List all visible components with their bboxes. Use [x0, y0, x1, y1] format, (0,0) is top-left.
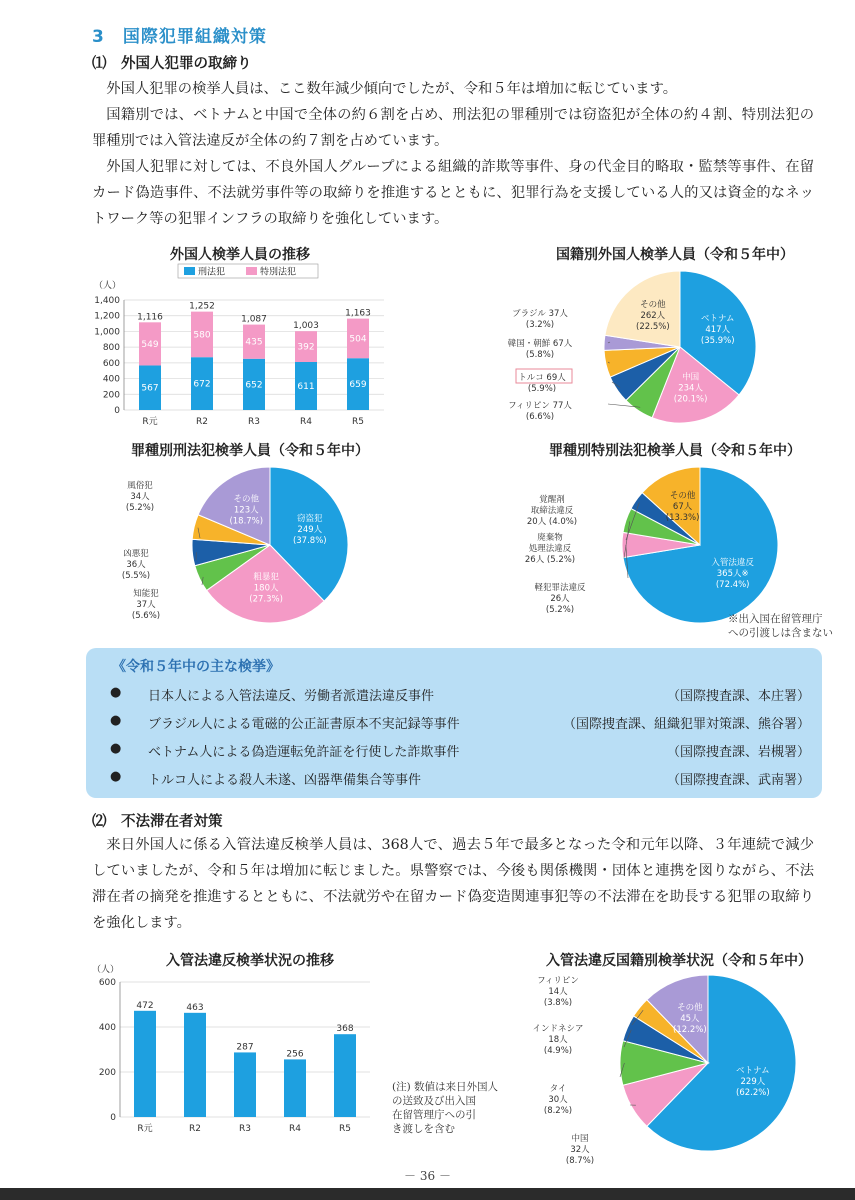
total-label: 1,163	[345, 308, 371, 319]
y-unit-label: （人）	[92, 965, 120, 975]
slice-label: (20.1%)	[673, 394, 708, 405]
slice-label: その他	[669, 490, 696, 501]
slice-label: 417人	[705, 325, 731, 336]
y-tick-label: 600	[98, 978, 116, 988]
case-text: トルコ人による殺人未遂、凶器準備集合等事件	[148, 773, 422, 788]
y-tick-label: 0	[110, 1113, 116, 1123]
data-label: 611	[297, 381, 315, 392]
bar	[234, 1052, 256, 1117]
slice-label: フィリピン	[537, 976, 579, 986]
slice-label: 18人	[548, 1035, 568, 1045]
slice-label: 取締法違反	[530, 506, 574, 516]
paragraph-block-1	[92, 76, 814, 232]
chart-title: 罪種別特別法犯検挙人員（令和５年中）	[549, 443, 801, 459]
slice-label: 粗暴犯	[253, 572, 279, 583]
total-label: 1,116	[137, 312, 163, 323]
slice-label: (35.9%)	[700, 336, 735, 347]
x-tick-label: R2	[196, 417, 208, 427]
bar	[184, 1013, 206, 1117]
case-text: 日本人による入管法違反、労働者派遣法違反事件	[148, 689, 435, 704]
data-label: 463	[186, 1002, 204, 1013]
slice-label: (18.7%)	[229, 516, 264, 527]
slice-label: (72.4%)	[715, 579, 750, 590]
stacked-bar-chart	[84, 262, 394, 442]
pie-chart-immigration-nationality	[520, 965, 830, 1170]
y-unit-label: （人）	[94, 281, 122, 291]
slice-label: 軽犯罪法違反	[534, 583, 586, 593]
x-tick-label: R2	[189, 1124, 201, 1134]
slice-label: 風俗犯	[127, 481, 153, 491]
slice-label: 234人	[678, 383, 703, 394]
slice-label: 26人 (5.2%)	[524, 555, 576, 565]
case-text: ベトナム人による偽造運転免許証を行使した詐欺事件	[148, 745, 460, 760]
slice-label: その他	[677, 1003, 703, 1014]
slice-label: ベトナム	[736, 1066, 770, 1077]
slice-label: (37.8%)	[292, 535, 327, 546]
chart-title: 入管法違反検挙状況の推移	[166, 953, 334, 969]
chart-title: 国籍別外国人検挙人員（令和５年中）	[556, 247, 794, 263]
slice-label: (27.3%)	[249, 594, 283, 605]
x-tick-label: R5	[339, 1124, 351, 1134]
paragraph: 国籍別では、ベトナムと中国で全体の約６割を占め、刑法犯の罪種別では窃盗犯が全体の約４割、特別法犯の罪種別では入管法違反が全体の約７割を占めています。	[92, 107, 814, 149]
slice-label: タイ	[549, 1084, 567, 1094]
x-tick-label: R3	[239, 1124, 251, 1134]
slice-label: (22.5%)	[636, 322, 670, 333]
data-label: 504	[349, 334, 367, 345]
slice-label: 229人	[740, 1077, 766, 1088]
slice-label: 中国	[682, 372, 700, 383]
total-label: 1,087	[241, 314, 267, 325]
slice-label: (5.9%)	[527, 384, 557, 394]
total-label: 1,252	[189, 301, 215, 312]
slice-label: 36人	[126, 560, 146, 570]
pie-chart-penal-code	[110, 460, 390, 630]
slice-label: 180人	[253, 583, 279, 594]
case-item	[110, 685, 810, 707]
chart-title: 入管法違反国籍別検挙状況（令和５年中）	[546, 953, 812, 969]
slice-label: 365人※	[716, 568, 749, 579]
slice-label: 32人	[570, 1145, 590, 1155]
slice-label: 14人	[548, 987, 568, 997]
legend-label: 特別法犯	[260, 267, 297, 278]
y-tick-label: 1,400	[94, 296, 120, 306]
slice-label: (5.5%)	[121, 571, 151, 581]
y-tick-label: 200	[98, 1068, 116, 1078]
slice-label: 34人	[130, 492, 150, 502]
pie-chart-special-law	[500, 460, 800, 630]
bullet-icon: ●	[110, 741, 122, 756]
slice-label: (6.6%)	[525, 412, 555, 422]
y-tick-label: 1,200	[94, 311, 120, 322]
slice-label: (5.6%)	[131, 611, 161, 621]
subsection-title-2: ⑵ 不法滞在者対策	[92, 814, 223, 830]
y-tick-label: 800	[102, 343, 120, 354]
slice-label: (3.2%)	[525, 320, 555, 330]
slice-label: (5.8%)	[525, 350, 555, 360]
slice-label: (3.8%)	[543, 998, 573, 1008]
slice-label: 20人 (4.0%)	[526, 517, 578, 527]
section-title: 3 国際犯罪組織対策	[92, 27, 267, 47]
case-agency: （国際捜査課、組織犯罪対策課、熊谷署）	[562, 717, 810, 732]
x-tick-label: R元	[137, 1124, 153, 1134]
slice-label: (8.7%)	[565, 1156, 595, 1166]
slice-label: フィリピン 77人	[508, 401, 572, 411]
y-tick-label: 0	[114, 406, 120, 416]
slice-label: 26人	[550, 594, 570, 604]
x-tick-label: R4	[289, 1124, 301, 1134]
data-label: 659	[349, 380, 367, 391]
paragraph: 来日外国人に係る入管法違反検挙人員は、368人で、過去５年で最多となった令和元年以降、３年連続で減少していましたが、令和５年は増加に転じました。県警察では、今後も関係機関・団体と連携を図りながら、不法滞在者の摘発を推進するとともに、不法就労や在留カード偽変造関連事犯等の不法滞在を助長する犯罪の取締りを強化します。	[92, 837, 814, 931]
case-item	[110, 769, 810, 791]
slice-label: その他	[640, 300, 666, 311]
bottom-bar	[0, 1188, 855, 1200]
bar-chart-immigration	[84, 960, 384, 1146]
case-agency: （国際捜査課、武南署）	[666, 773, 810, 788]
slice-label: トルコ 69人	[518, 373, 566, 383]
data-label: 580	[193, 330, 211, 341]
slice-label: 入管法違反	[711, 557, 754, 568]
data-label: 567	[141, 383, 159, 394]
data-label: 256	[286, 1049, 304, 1060]
slice-label: (8.2%)	[543, 1106, 573, 1116]
chart-note: (注) 数値は来日外国人 の送致及び出入国 在留管理庁への引 き渡しを含む	[392, 1081, 499, 1135]
bar	[334, 1034, 356, 1117]
x-tick-label: R4	[300, 417, 312, 427]
slice-label: インドネシア	[532, 1024, 584, 1034]
data-label: 672	[193, 379, 211, 390]
major-arrests-title: 《令和５年中の主な検挙》	[112, 659, 280, 675]
total-label: 1,003	[293, 321, 319, 332]
legend-swatch	[184, 267, 195, 275]
x-tick-label: R元	[142, 417, 158, 427]
case-agency: （国際捜査課、本庄署）	[666, 689, 810, 704]
bar	[134, 1011, 156, 1117]
y-tick-label: 400	[98, 1023, 116, 1033]
slice-label: ブラジル 37人	[512, 309, 568, 319]
case-item	[110, 713, 810, 735]
data-label: 472	[136, 1000, 154, 1011]
x-tick-label: R3	[248, 417, 260, 427]
page-number: － 36 －	[404, 1169, 451, 1183]
bullet-icon: ●	[110, 769, 122, 784]
slice-label: 249人	[297, 524, 323, 535]
pie-chart-nationality	[500, 262, 830, 432]
slice-label: 中国	[571, 1134, 589, 1144]
paragraph: 外国人犯罪の検挙人員は、ここ数年減少傾向でしたが、令和５年は増加に転じています。	[106, 81, 678, 97]
slice-label: (4.9%)	[543, 1046, 573, 1056]
slice-label: 30人	[548, 1095, 568, 1105]
legend-swatch	[246, 267, 257, 275]
data-label: 392	[297, 342, 315, 353]
y-tick-label: 1,000	[94, 327, 120, 338]
paragraph-block-2	[92, 832, 814, 936]
bullet-icon: ●	[110, 685, 122, 700]
data-label: 549	[141, 339, 159, 350]
chart-title: 罪種別刑法犯検挙人員（令和５年中）	[131, 443, 369, 459]
slice-label: 45人	[680, 1014, 700, 1025]
legend-label: 刑法犯	[198, 267, 226, 278]
slice-label: (13.3%)	[665, 512, 700, 523]
bar	[284, 1059, 306, 1117]
slice-label: 凶悪犯	[123, 549, 149, 559]
slice-label: 廃棄物	[537, 533, 563, 543]
subsection-title-1: ⑴ 外国人犯罪の取締り	[92, 56, 252, 72]
data-label: 287	[236, 1042, 254, 1053]
paragraph: 外国人犯罪に対しては、不良外国人グループによる組織的詐欺等事件、身の代金目的略取・監禁等事件、在留カード偽造事件、不法就労事件等の取締りを推進するとともに、犯罪行為を支援している人的又は資金的なネットワーク等の犯罪インフラの取締りを強化しています。	[92, 159, 814, 227]
slice-label: (5.2%)	[545, 605, 575, 615]
slice-label: (5.2%)	[125, 503, 155, 513]
slice-label: (12.2%)	[673, 1025, 707, 1036]
case-item	[110, 741, 810, 763]
slice-label: 窃盗犯	[297, 513, 323, 524]
y-tick-label: 600	[102, 358, 120, 369]
chart-note: ※出入国在留管理庁 への引渡しは含まない	[728, 613, 833, 639]
slice-label: 覚醒剤	[539, 495, 565, 505]
x-tick-label: R5	[352, 417, 364, 427]
slice-label: 123人	[233, 505, 259, 516]
slice-label: 67人	[672, 501, 693, 512]
slice-label: ベトナム	[700, 314, 735, 325]
data-label: 435	[245, 337, 263, 348]
bullet-icon: ●	[110, 713, 122, 728]
slice-label: 韓国・朝鮮 67人	[507, 339, 573, 349]
slice-label: 処理法違反	[528, 544, 572, 554]
slice-label: その他	[233, 494, 260, 505]
slice-label: 37人	[136, 600, 156, 610]
y-tick-label: 400	[102, 374, 120, 385]
slice-label: 262人	[640, 311, 666, 322]
chart-title: 外国人検挙人員の推移	[170, 247, 310, 263]
slice-label: 知能犯	[133, 589, 159, 599]
case-text: ブラジル人による電磁的公正証書原本不実記録等事件	[148, 717, 460, 732]
case-agency: （国際捜査課、岩槻署）	[666, 745, 810, 760]
slice-label: (62.2%)	[736, 1088, 770, 1099]
data-label: 652	[245, 380, 263, 391]
data-label: 368	[336, 1024, 354, 1035]
y-tick-label: 200	[102, 390, 120, 401]
